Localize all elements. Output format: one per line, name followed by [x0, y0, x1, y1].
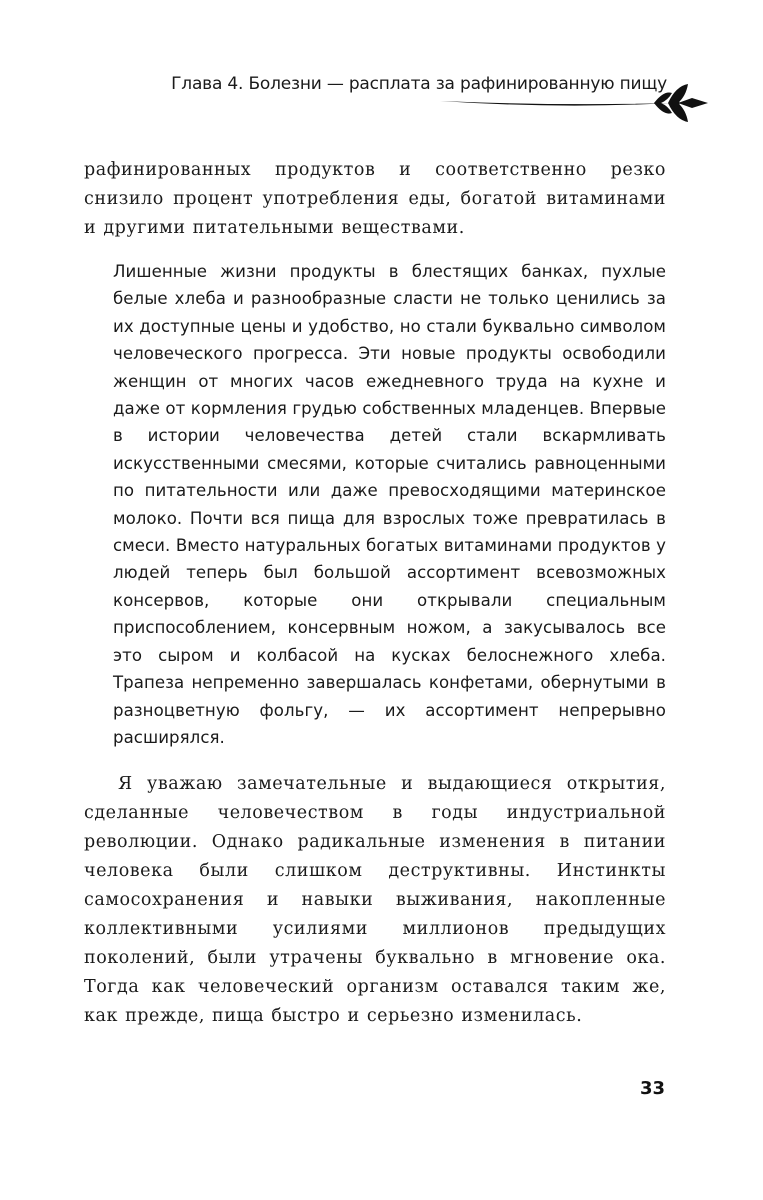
- body-paragraph-1: рафинированных продуктов и соответственно резко снизило процент употребления еды, богатой витаминами и другими питательными веществами.: [84, 160, 666, 238]
- running-title: Глава 4. Болезни — расплата за рафинированную пищу: [171, 74, 667, 94]
- running-header: [0, 68, 763, 128]
- page-number: 33: [639, 1078, 665, 1099]
- flourish-ornament-icon: [440, 82, 710, 126]
- quote-paragraph: Лишенные жизни продукты в блестящих банках, пухлые белые хлеба и разнообразные сласти не только ценились за их доступные цены и удобство, но стали буквально символом человеческого прогресса. Эти новые продукты освободили женщин от многих часов ежедневного труда на кухне и даже от кормления грудью собственных младенцев. Впервые в истории человечества детей стали вскармливать искусственными смесями, которые считались равноценными по питательности или даже превосходящими материнское молоко. Почти вся пища для взрослых тоже превратилась в смеси. Вместо натуральных богатых витаминами продуктов у людей теперь был большой ассортимент всевозможных консервов, которые они открывали специальным приспособлением, консервным ножом, а закусывалось все это сыром и колбасой на кусках белоснежного хлеба. Трапеза непременно завершалась конфетами, обернутыми в разноцветную фольгу, — их ассортимент непрерывно расширялся.: [113, 262, 666, 747]
- body-paragraph-2: Я уважаю замечательные и выдающиеся открытия, сделанные человечеством в годы индустриальной революции. Однако радикальные изменения в питании человека были слишком деструктивны. Инстинкты самосохранения и навыки выживания, накопленные коллективными усилиями миллионов предыдущих поколений, были утрачены буквально в мгновение ока. Тогда как человеческий организм оставался таким же, как прежде, пища быстро и серьезно изменилась.: [84, 774, 666, 1026]
